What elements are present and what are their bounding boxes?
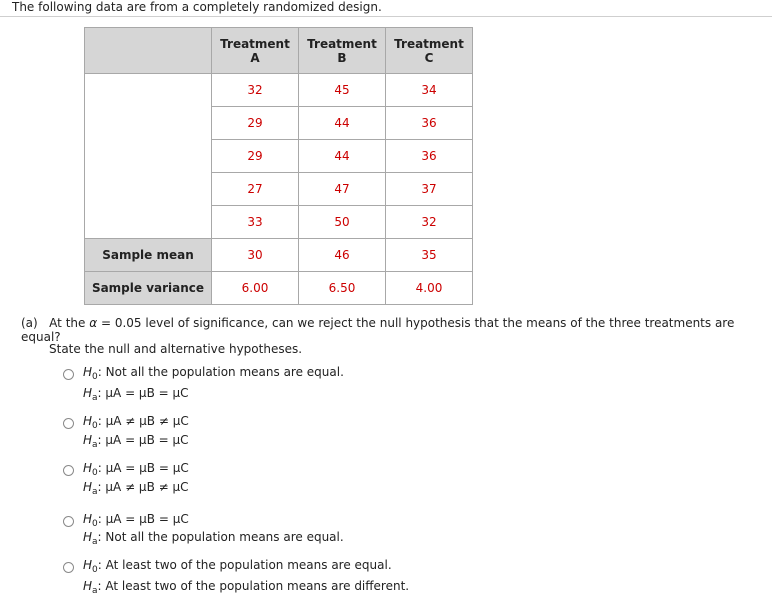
radio-button[interactable] xyxy=(63,369,74,380)
sample-variance-row xyxy=(85,272,473,305)
h0-text: : Not all the population means are equal. xyxy=(97,365,344,379)
table-cell: 33 xyxy=(212,206,299,239)
table-cell: 4.00 xyxy=(386,272,473,305)
table-cell: 35 xyxy=(386,239,473,272)
h0-text: : At least two of the population means are equal. xyxy=(97,558,392,572)
ha-text: : μA = μB = μC xyxy=(97,386,189,400)
table-cell: 36 xyxy=(386,107,473,140)
table-cell: 34 xyxy=(386,74,473,107)
intro-divider xyxy=(0,16,772,17)
radio-button[interactable] xyxy=(63,465,74,476)
h0-text: : μA ≠ μB ≠ μC xyxy=(97,414,189,428)
question-prefix: (a) xyxy=(21,316,38,330)
data-table xyxy=(84,27,473,305)
treatment-a-header: Treatment A xyxy=(212,28,299,74)
table-cell: 6.50 xyxy=(299,272,386,305)
radio-button[interactable] xyxy=(63,516,74,527)
sample-variance-label: Sample variance xyxy=(85,272,212,305)
table-cell: 27 xyxy=(212,173,299,206)
table-cell: 50 xyxy=(299,206,386,239)
treatment-b-header: Treatment B xyxy=(299,28,386,74)
ha-text: : At least two of the population means are different. xyxy=(97,579,410,593)
table-cell: 44 xyxy=(299,107,386,140)
table-cell: 45 xyxy=(299,74,386,107)
table-cell: 29 xyxy=(212,107,299,140)
corner-cell xyxy=(85,28,212,74)
sample-mean-row xyxy=(85,239,473,272)
state-prompt: State the null and alternative hypotheses. xyxy=(49,342,303,356)
ha-text: : μA = μB = μC xyxy=(97,433,189,447)
table-cell: 6.00 xyxy=(212,272,299,305)
table-cell: 47 xyxy=(299,173,386,206)
treatment-c-header: Treatment C xyxy=(386,28,473,74)
table-cell: 46 xyxy=(299,239,386,272)
h0-text: : μA = μB = μC xyxy=(97,461,189,475)
radio-button[interactable] xyxy=(63,562,74,573)
question-text: (a) At the α = 0.05 level of significance, can we reject the null hypothesis that the means of the three treatments are equal? xyxy=(21,316,735,344)
ha-text: : Not all the population means are equal. xyxy=(97,530,344,544)
sample-mean-label: Sample mean xyxy=(85,239,212,272)
table-cell: 32 xyxy=(212,74,299,107)
alpha-symbol: α xyxy=(89,316,98,330)
table-cell: 32 xyxy=(386,206,473,239)
table-cell: 29 xyxy=(212,140,299,173)
table-cell: 36 xyxy=(386,140,473,173)
table-cell: 30 xyxy=(212,239,299,272)
blank-label-cell xyxy=(85,74,212,239)
table-cell: 44 xyxy=(299,140,386,173)
header-row xyxy=(85,28,473,74)
radio-button[interactable] xyxy=(63,418,74,429)
table-row xyxy=(85,74,473,107)
intro-text: The following data are from a completely randomized design. xyxy=(12,0,382,14)
ha-text: : μA ≠ μB ≠ μC xyxy=(97,480,189,494)
h0-text: : μA = μB = μC xyxy=(97,512,189,526)
table-cell: 37 xyxy=(386,173,473,206)
